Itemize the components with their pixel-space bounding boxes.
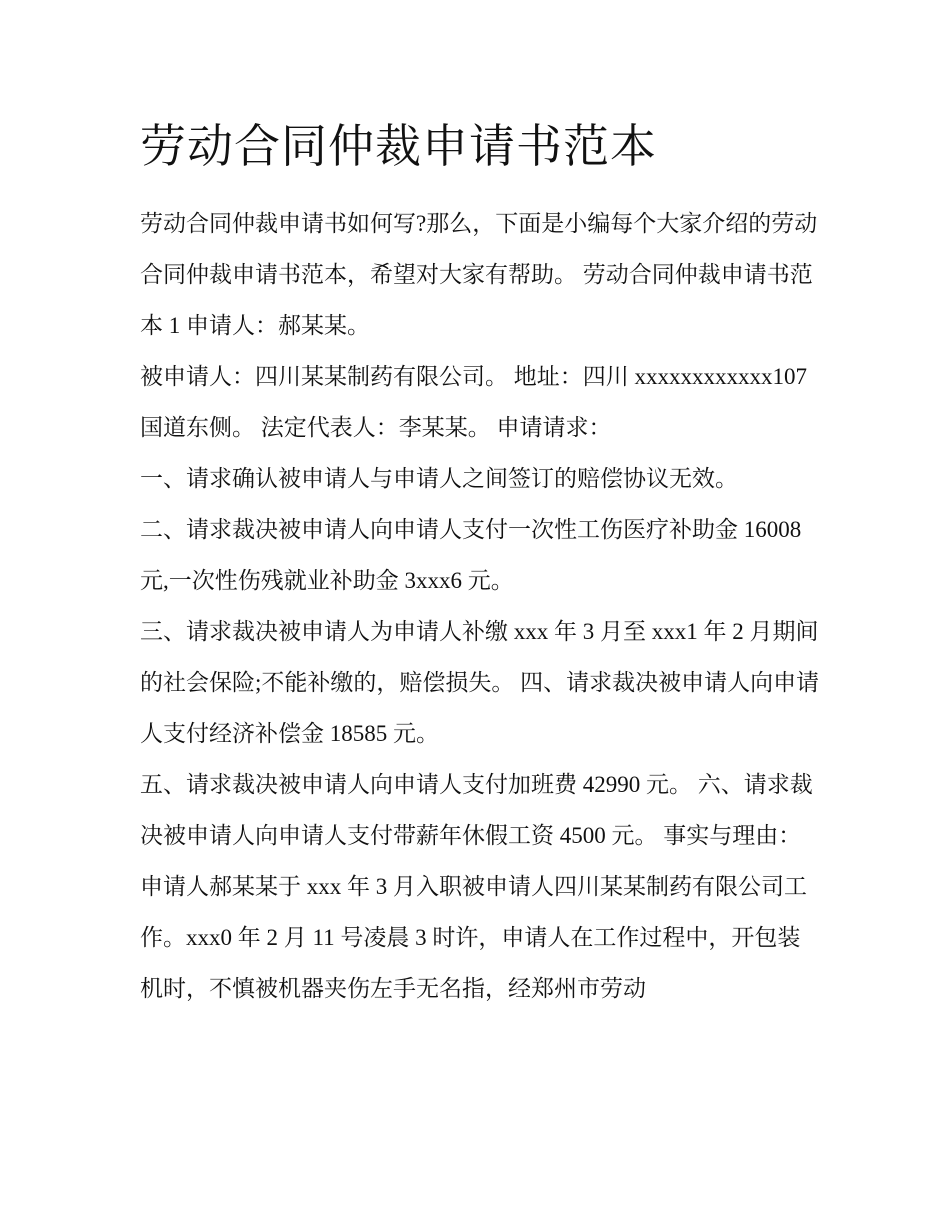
paragraph-facts: 申请人郝某某于 xxx 年 3 月入职被申请人四川某某制药有限公司工作。xxx0 年 2 月 11 号凌晨 3 时许，申请人在工作过程中，开包装机时，不慎被机器夹伤左手无名指，经郑州市劳动 [140, 874, 807, 1001]
paragraph-intro: 劳动合同仲裁申请书如何写?那么，下面是小编每个大家介绍的劳动合同仲裁申请书范本，希望对大家有帮助。 劳动合同仲裁申请书范本 1 申请人：郝某某。 [140, 211, 818, 338]
paragraph-respondent: 被申请人：四川某某制药有限公司。 地址：四川 xxxxxxxxxxxx107 国道东侧。 法定代表人：李某某。 申请请求： [140, 364, 807, 440]
document-body [140, 110, 820, 1014]
paragraph-request-5-6: 五、请求裁决被申请人向申请人支付加班费 42990 元。 六、请求裁决被申请人向申请人支付带薪年休假工资 4500 元。 事实与理由： [140, 772, 813, 848]
paragraph-request-1: 一、请求确认被申请人与申请人之间签订的赔偿协议无效。 [140, 466, 738, 491]
document-title: 劳动合同仲裁申请书范本 [140, 121, 657, 172]
paragraph-request-2: 二、请求裁决被申请人向申请人支付一次性工伤医疗补助金 16008 元,一次性伤残就业补助金 3xxx6 元。 [140, 517, 802, 593]
paragraph-request-3-4: 三、请求裁决被申请人为申请人补缴 xxx 年 3 月至 xxx1 年 2 月期间的社会保险;不能补缴的，赔偿损失。 四、请求裁决被申请人向申请人支付经济补偿金 18585 元。 [140, 619, 820, 746]
